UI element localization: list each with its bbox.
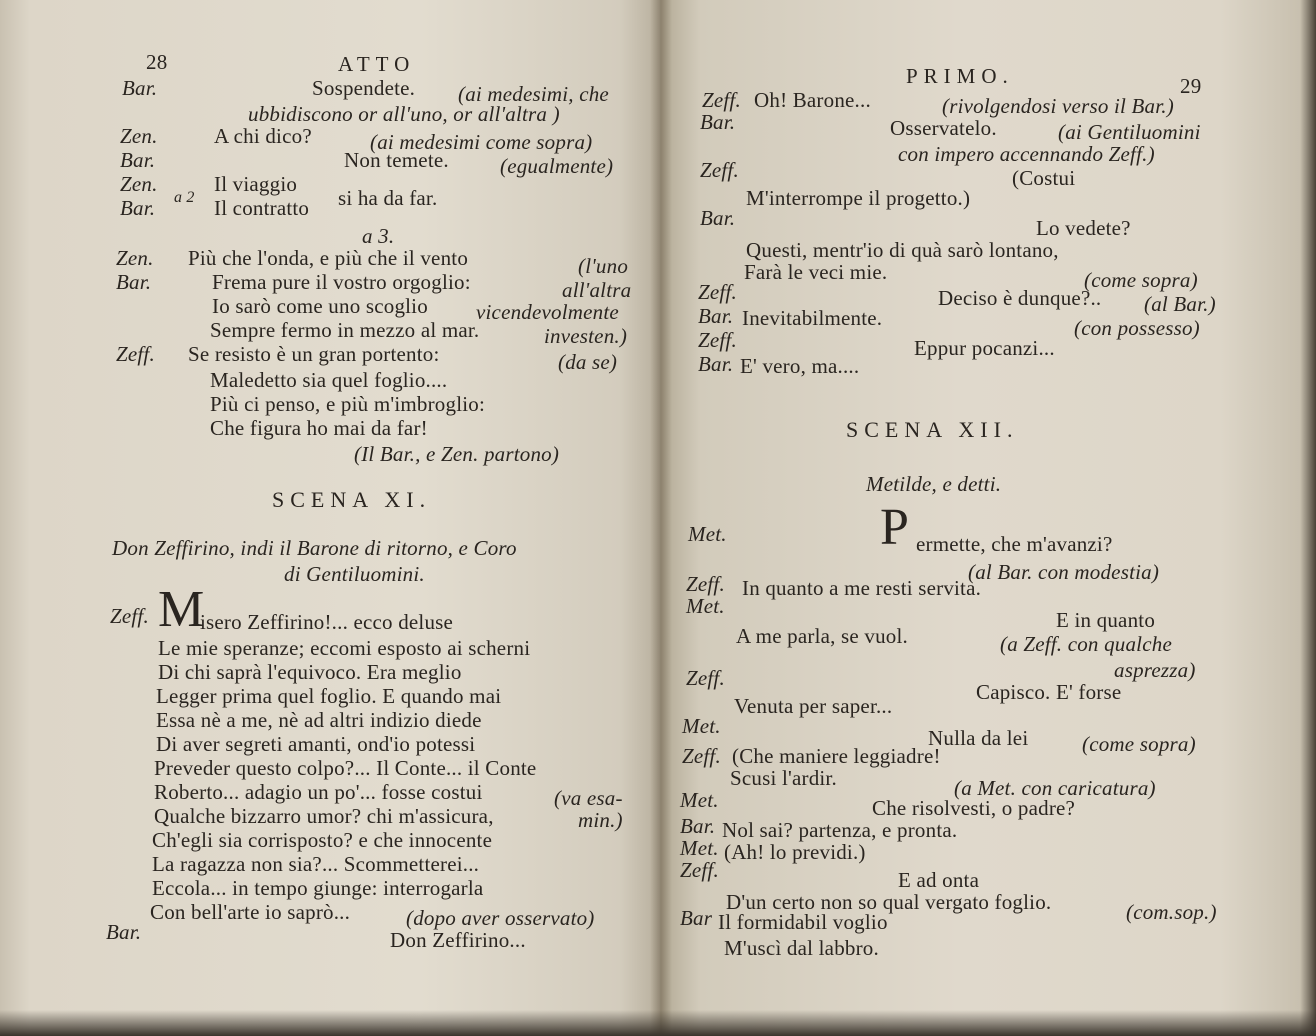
verse-line: Di aver segreti amanti, ond'io potessi	[156, 732, 476, 756]
verse-line: Che figura ho mai da far!	[210, 416, 428, 440]
speaker-label: Zeff.	[110, 604, 149, 628]
page-bottom-edge	[0, 1010, 1316, 1036]
stage-direction: ubbidiscono or all'uno, or all'altra )	[248, 102, 560, 126]
speaker-label: Zeff.	[116, 342, 155, 366]
speaker-label: Met.	[682, 714, 721, 738]
verse-line: ermette, che m'avanzi?	[916, 532, 1113, 556]
verse-line: Inevitabilmente.	[742, 306, 883, 330]
stage-direction: investen.)	[544, 324, 628, 348]
right-page	[660, 0, 1316, 1036]
verse-line: Io sarò come uno scoglio	[212, 294, 428, 318]
stage-direction: (dopo aver osservato)	[406, 906, 595, 930]
speaker-label: Zen.	[116, 246, 154, 270]
verse-line: Le mie speranze; eccomi esposto ai scherni	[158, 636, 531, 660]
verse-line: Eppur pocanzi...	[914, 336, 1055, 360]
verse-line: Sempre fermo in mezzo al mar.	[210, 318, 480, 342]
verse-line: Frema pure il vostro orgoglio:	[212, 270, 471, 294]
verse-line: Il formidabil voglio	[718, 910, 888, 934]
stage-direction: (al Bar.)	[1144, 292, 1216, 316]
speaker-label: Zeff.	[680, 858, 719, 882]
stage-direction: (rivolgendosi verso il Bar.)	[942, 94, 1174, 118]
verse-line: M'interrompe il progetto.)	[746, 186, 971, 210]
stage-direction: (al Bar. con modestia)	[968, 560, 1160, 584]
speaker-label: Zeff.	[682, 744, 721, 768]
stage-direction: (ai Gentiluomini	[1058, 120, 1201, 144]
verse-line: Nulla da lei	[928, 726, 1029, 750]
verse-line: Questi, mentr'io di quà sarò lontano,	[746, 238, 1059, 262]
verse-line: Maledetto sia quel foglio....	[210, 368, 448, 392]
running-head: PRIMO.	[906, 64, 1014, 88]
speaker-label: Bar.	[120, 196, 156, 220]
verse-line: Il viaggio	[214, 172, 298, 196]
page-number: 29	[1180, 74, 1202, 98]
verse-line: Ch'egli sia corrisposto? e che innocente	[152, 828, 493, 852]
verse-line: A chi dico?	[214, 124, 312, 148]
verse-line: Oh! Barone...	[754, 88, 871, 112]
stage-direction: asprezza)	[1114, 658, 1196, 682]
verse-line: Il contratto	[214, 196, 310, 220]
scene-description: Don Zeffirino, indi il Barone di ritorno, e Coro	[112, 536, 517, 560]
verse-line: Scusi l'ardir.	[730, 766, 837, 790]
stage-direction: (egualmente)	[500, 154, 614, 178]
verse-line: Più che l'onda, e più che il vento	[188, 246, 469, 270]
stage-direction: (Costui	[1012, 166, 1076, 190]
speaker-label: Zeff.	[702, 88, 741, 112]
speaker-label: Zen.	[120, 172, 158, 196]
scene-description: di Gentiluomini.	[284, 562, 425, 586]
speaker-label: Met.	[688, 522, 727, 546]
a-tre-mark: a 3.	[362, 224, 395, 248]
speaker-label: Bar.	[698, 352, 734, 376]
verse-line: Capisco. E' forse	[976, 680, 1122, 704]
scene-title: SCENA XI.	[272, 487, 432, 512]
verse-line: La ragazza non sia?... Scommetterei...	[152, 852, 480, 876]
verse-line: Non temete.	[344, 148, 449, 172]
stage-direction: (a Zeff. con qualche	[1000, 632, 1172, 656]
shared-verse: si ha da far.	[338, 186, 438, 210]
verse-line: E ad onta	[898, 868, 980, 892]
speaker-label: Bar.	[116, 270, 152, 294]
stage-direction: (ai medesimi, che	[458, 82, 609, 106]
verse-line: isero Zeffirino!... ecco deluse	[200, 610, 454, 634]
verse-line: M'uscì dal labbro.	[724, 936, 879, 960]
verse-line: Sospendete.	[312, 76, 416, 100]
scene-title: SCENA XII.	[846, 417, 1019, 442]
verse-line: Osservatelo.	[890, 116, 997, 140]
verse-line: Legger prima quel foglio. E quando mai	[156, 684, 502, 708]
verse-line: D'un certo non so qual vergato foglio.	[726, 890, 1052, 914]
verse-line: Qualche bizzarro umor? chi m'assicura,	[154, 804, 494, 828]
stage-direction: (da se)	[558, 350, 618, 374]
stage-direction: (come sopra)	[1084, 268, 1198, 292]
stage-direction: (come sopra)	[1082, 732, 1196, 756]
speaker-label: Met.	[680, 788, 719, 812]
verse-line: Eccola... in tempo giunge: interrogarla	[152, 876, 484, 900]
stage-direction: (l'uno	[578, 254, 629, 278]
verse-line: Essa nè a me, nè ad altri indizio diede	[156, 708, 482, 732]
verse-line: Don Zeffirino...	[390, 928, 526, 952]
speaker-label: Met.	[686, 594, 725, 618]
a-due-mark: a 2	[174, 189, 195, 206]
verse-line: E' vero, ma....	[740, 354, 860, 378]
speaker-label: Zeff.	[700, 158, 739, 182]
stage-direction: (con possesso)	[1074, 316, 1200, 340]
speaker-label: Bar.	[700, 206, 736, 230]
speaker-label: Bar.	[120, 148, 156, 172]
speaker-label: Zen.	[120, 124, 158, 148]
stage-direction: (ai medesimi come sopra)	[370, 130, 593, 154]
verse-line: A me parla, se vuol.	[736, 624, 908, 648]
verse-line: E in quanto	[1056, 608, 1156, 632]
verse-line: (Ah! lo previdi.)	[724, 840, 866, 864]
page-number: 28	[146, 50, 168, 74]
verse-line: Più ci penso, e più m'imbroglio:	[210, 392, 486, 416]
verse-line: In quanto a me resti servita.	[742, 576, 982, 600]
verse-line: Preveder questo colpo?... Il Conte... il Conte	[154, 756, 537, 780]
verse-line: Venuta per saper...	[734, 694, 893, 718]
verse-line: Nol sai? partenza, e pronta.	[722, 818, 958, 842]
stage-direction: vicendevolmente	[476, 300, 619, 324]
speaker-label: Bar.	[698, 304, 734, 328]
speaker-label: Bar.	[680, 814, 716, 838]
verse-line: Se resisto è un gran portento:	[188, 342, 440, 366]
running-head: ATTO	[338, 52, 416, 76]
stage-direction: (va esa-	[554, 786, 623, 810]
stage-direction: (a Met. con caricatura)	[954, 776, 1156, 800]
speaker-label: Bar.	[106, 920, 142, 944]
stage-direction: (com.sop.)	[1126, 900, 1217, 924]
speaker-label: Zeff.	[686, 666, 725, 690]
speaker-label: Bar.	[700, 110, 736, 134]
verse-line: Che risolvesti, o padre?	[872, 796, 1076, 820]
speaker-label: Met.	[680, 836, 719, 860]
drop-cap: P	[880, 499, 909, 556]
verse-line: (Che maniere leggiadre!	[732, 744, 941, 768]
verse-line: Lo vedete?	[1036, 216, 1131, 240]
drop-cap: M	[158, 581, 205, 638]
stage-direction: (Il Bar., e Zen. partono)	[354, 442, 560, 466]
verse-line: Con bell'arte io saprò...	[150, 900, 351, 924]
speaker-label: Zeff.	[686, 572, 725, 596]
scene-description: Metilde, e detti.	[866, 472, 1002, 496]
verse-line: Roberto... adagio un po'... fosse costui	[154, 780, 483, 804]
stage-direction: min.)	[578, 808, 623, 832]
verse-line: Deciso è dunque?..	[938, 286, 1102, 310]
speaker-label: Zeff.	[698, 328, 737, 352]
stage-direction: all'altra	[562, 278, 632, 302]
verse-line: Farà le veci mie.	[744, 260, 888, 284]
stage-direction: con impero accennando Zeff.)	[898, 142, 1155, 166]
speaker-label: Bar	[680, 906, 713, 930]
book-gutter	[650, 0, 672, 1036]
verse-line: Di chi saprà l'equivoco. Era meglio	[158, 660, 462, 684]
speaker-label: Bar.	[122, 76, 158, 100]
speaker-label: Zeff.	[698, 280, 737, 304]
